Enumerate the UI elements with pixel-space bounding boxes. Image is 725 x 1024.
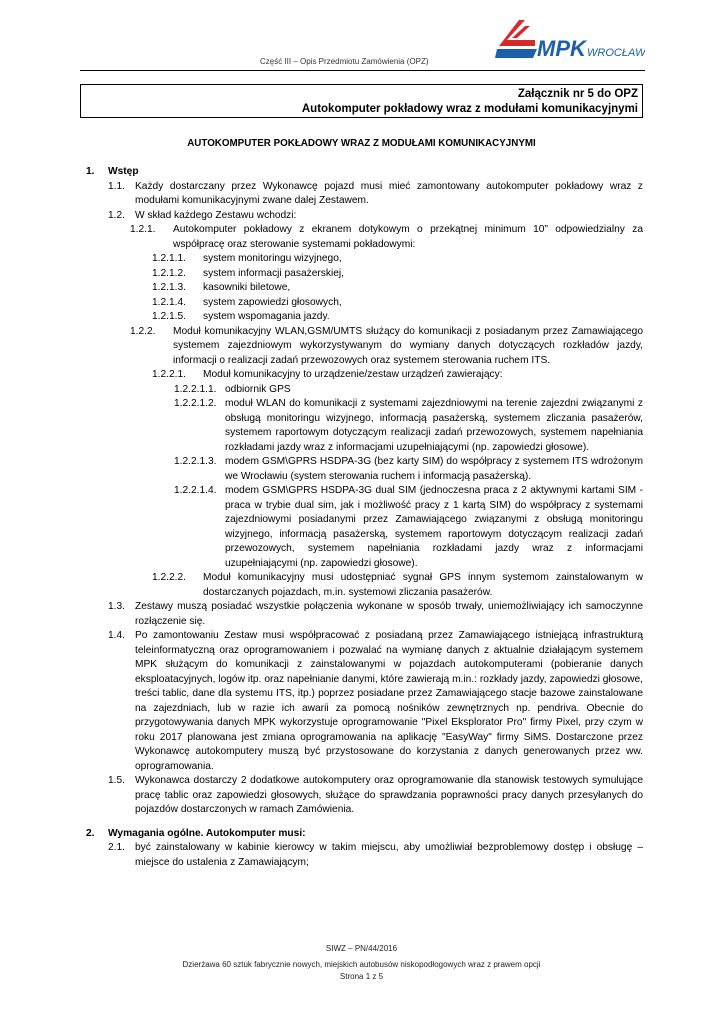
section-number: 2.	[86, 827, 95, 839]
item-text: moduł WLAN do komunikacji z systemami zajezdniowymi na terenie zajezdni związanymi z obsługą monitoringu wizyjnego, informacją pasażerską, systemem zliczania pasażerów, systemem raportowym dotyczącym realizacji zadań przewozowych, systemem napełniania rozkładami jazdy wraz z informacjami uzupełniającymi (np. zapowiedzi głosowe).	[225, 398, 643, 453]
item-text: Moduł komunikacyjny to urządzenie/zestaw urządzeń zawierający:	[203, 369, 503, 380]
header-text: Część III – Opis Przedmiotu Zamówienia (OPZ)	[260, 57, 429, 66]
item-number: 1.5.	[108, 775, 125, 786]
list-item	[174, 397, 643, 455]
mpk-wroclaw-logo	[495, 18, 645, 66]
annex-number: Załącznik nr 5 do OPZ	[517, 88, 638, 100]
item-number: 1.2.2.1.4.	[174, 485, 217, 496]
item-text: kasowniki biletowe,	[203, 282, 291, 293]
list-item	[108, 841, 643, 870]
list-item	[130, 325, 643, 369]
item-text: modem GSM\GPRS HSDPA-3G (bez karty SIM) do współpracy z systemem ITS wdrożonym we Wrocławiu (system sterowania ruchem i informacją pasażerską).	[225, 456, 643, 482]
item-text: Po zamontowaniu Zestaw musi współpracować z posiadaną przez Zamawiającego istniejącą infrastrukturą teleinformatyczną oraz oprogramowaniem i pozwalać na wymianę danych z aktualnie działającym systemem MPK służącym do komunikacji z zainstalowanymi w pojazdach autokomputerami (pobieranie danych eksploatacyjnych, logów itp. oraz napełnianie danymi, które zawierają m.in.: rozkłady jazdy, zapowiedzi głosowe, treści tablic, dane dla systemu ITS, itp.) poprzez posiadane przez Zamawiającego stacje bazowe zainstalowane na zajezdniach, lub w razie ich awarii za pomocą nośników zewnętrznych np. pendriva. Obecnie do przygotowywania danych MPK wykorzystuje oprogramowanie "Pixel Eksplorator Pro" firmy Pixel, przy czym w roku 2017 planowana jest zmiana oprogramowania na aplikację "EasyWay" firmy SiMS. Dostarczone przez Wykonawcę autokomputery muszą być przystosowane do korzystania z danych generowanych przez ww. oprogramowania.	[135, 630, 643, 772]
logo-mpk-text: MPK	[537, 36, 586, 61]
item-text: Każdy dostarczany przez Wykonawcę pojazd musi mieć zamontowany autokomputer pokładowy wraz z modułami komunikacyjnymi zwane dalej Zestawem.	[135, 180, 643, 206]
item-text: W skład każdego Zestawu wchodzi:	[135, 209, 297, 221]
section-title: Wstęp	[108, 166, 139, 177]
list-item	[152, 310, 643, 325]
annex-box	[80, 84, 643, 118]
item-number: 1.2.2.1.1.	[174, 383, 217, 395]
item-number: 1.2.2.2.	[152, 572, 186, 583]
list-item	[152, 267, 643, 282]
list-item	[108, 774, 643, 818]
section-heading	[86, 165, 643, 180]
footer-description: Dzierżawa 60 sztuk fabrycznie nowych, miejskich autobusów niskopodłogowych wraz z prawem opcji	[182, 960, 541, 969]
annex-subject: Autokomputer pokładowy wraz z modułami komunikacyjnymi	[301, 103, 638, 115]
item-number: 1.2.1.4.	[152, 296, 186, 308]
item-number: 1.2.1.5.	[152, 311, 186, 322]
item-text: być zainstalowany w kabinie kierowcy w takim miejscu, aby umożliwiał bezproblemowy dostęp i obsługę – miejsce do ustalenia z Zamawiającym;	[135, 842, 643, 868]
list-item	[174, 383, 643, 398]
list-item	[152, 252, 643, 267]
item-number: 1.2.	[108, 209, 125, 221]
item-number: 2.1.	[108, 842, 125, 853]
section-title: Wymagania ogólne. Autokomputer musi:	[108, 827, 306, 839]
item-number: 1.2.2.1.2.	[174, 398, 217, 409]
item-number: 1.2.1.	[130, 224, 156, 235]
list-item	[108, 629, 643, 774]
item-number: 1.1.	[108, 180, 125, 192]
item-number: 1.2.2.1.3.	[174, 456, 217, 467]
item-text: system monitoringu wizyjnego,	[203, 253, 342, 264]
item-text: modem GSM\GPRS HSDPA-3G dual SIM (jednoczesna praca z 2 aktywnymi kartami SIM - praca w trybie dual sim, jak i możliwość pracy z 1 kartą SIM) do współpracy z systemami zajezdniowymi posiadanymi przez Zamawiającego związanymi z obsługą monitoringu wizyjnego, informacją pasażerską, systemem raportowym dotyczącym realizacji zadań przewozowych, systemem napełniania rozkładami jazdy wraz z informacjami uzupełniającymi (np. zapowiedzi głosowe).	[225, 485, 643, 569]
item-text: system zapowiedzi głosowych,	[203, 296, 342, 308]
item-text: Zestawy muszą posiadać wszystkie połączenia wykonane w sposób trwały, uniemożliwiający ich samoczynne rozłączenie się.	[135, 601, 643, 627]
logo-blue-bar	[495, 49, 537, 58]
item-number: 1.4.	[108, 630, 125, 641]
item-text: system wspomagania jazdy.	[203, 311, 330, 322]
logo-city-text: WROCŁAW	[587, 47, 645, 59]
item-number: 1.2.2.1.	[152, 369, 186, 380]
document-body	[80, 165, 643, 870]
item-text: Wykonawca dostarczy 2 dodatkowe autokomputery oraz oprogramowanie dla stanowisk testowych symulujące pracę tablic oraz zapowiedzi głosowych, służące do sprawdzania poprawności pracy danych przesyłanych do pojazdów dostarczonych w ramach Zamówienia.	[135, 775, 643, 815]
list-item	[108, 209, 643, 224]
header-divider	[80, 70, 645, 71]
item-text: Moduł komunikacyjny musi udostępniać sygnał GPS innym systemom zainstalowanym w dostarczanych pojazdach, m.in. systemowi zliczania pasażerów.	[203, 572, 643, 598]
section-gap	[80, 818, 643, 827]
item-number: 1.2.2.	[130, 325, 156, 337]
list-item	[174, 484, 643, 571]
list-item	[152, 571, 643, 600]
item-text: system informacji pasażerskiej,	[203, 267, 344, 279]
list-item	[108, 600, 643, 629]
logo-red-swoosh	[499, 20, 535, 46]
list-item	[174, 455, 643, 484]
item-number: 1.2.1.3.	[152, 282, 186, 293]
item-number: 1.2.1.2.	[152, 267, 186, 279]
list-item	[108, 180, 643, 209]
section-number: 1.	[86, 166, 95, 177]
document-title: AUTOKOMPUTER POKŁADOWY WRAZ Z MODUŁAMI KOMUNIKACYJNYMI	[187, 138, 536, 149]
item-text: odbiornik GPS	[225, 383, 291, 395]
list-item	[130, 223, 643, 252]
item-text: Autokomputer pokładowy z ekranem dotykowym o przekątnej minimum 10” odpowiedzialny za współpracę oraz sterowanie systemami pokładowymi:	[173, 224, 643, 250]
item-text: Moduł komunikacyjny WLAN,GSM/UMTS służący do komunikacji z posiadanym przez Zamawiającego systemem zajezdniowym wykorzystywanym do wymiany danych dotyczących rozkładów jazdy, informacji o realizacji zadań przewozowych oraz systemem sterowania ruchem ITS.	[173, 325, 643, 366]
item-number: 1.2.1.1.	[152, 253, 186, 264]
footer-ref: SIWZ – PN/44/2016	[325, 944, 398, 953]
list-item	[152, 281, 643, 296]
footer-page-number: Strona 1 z 5	[339, 972, 384, 981]
item-number: 1.3.	[108, 601, 125, 612]
list-item	[152, 296, 643, 311]
list-item	[152, 368, 643, 383]
section-heading	[86, 827, 643, 842]
